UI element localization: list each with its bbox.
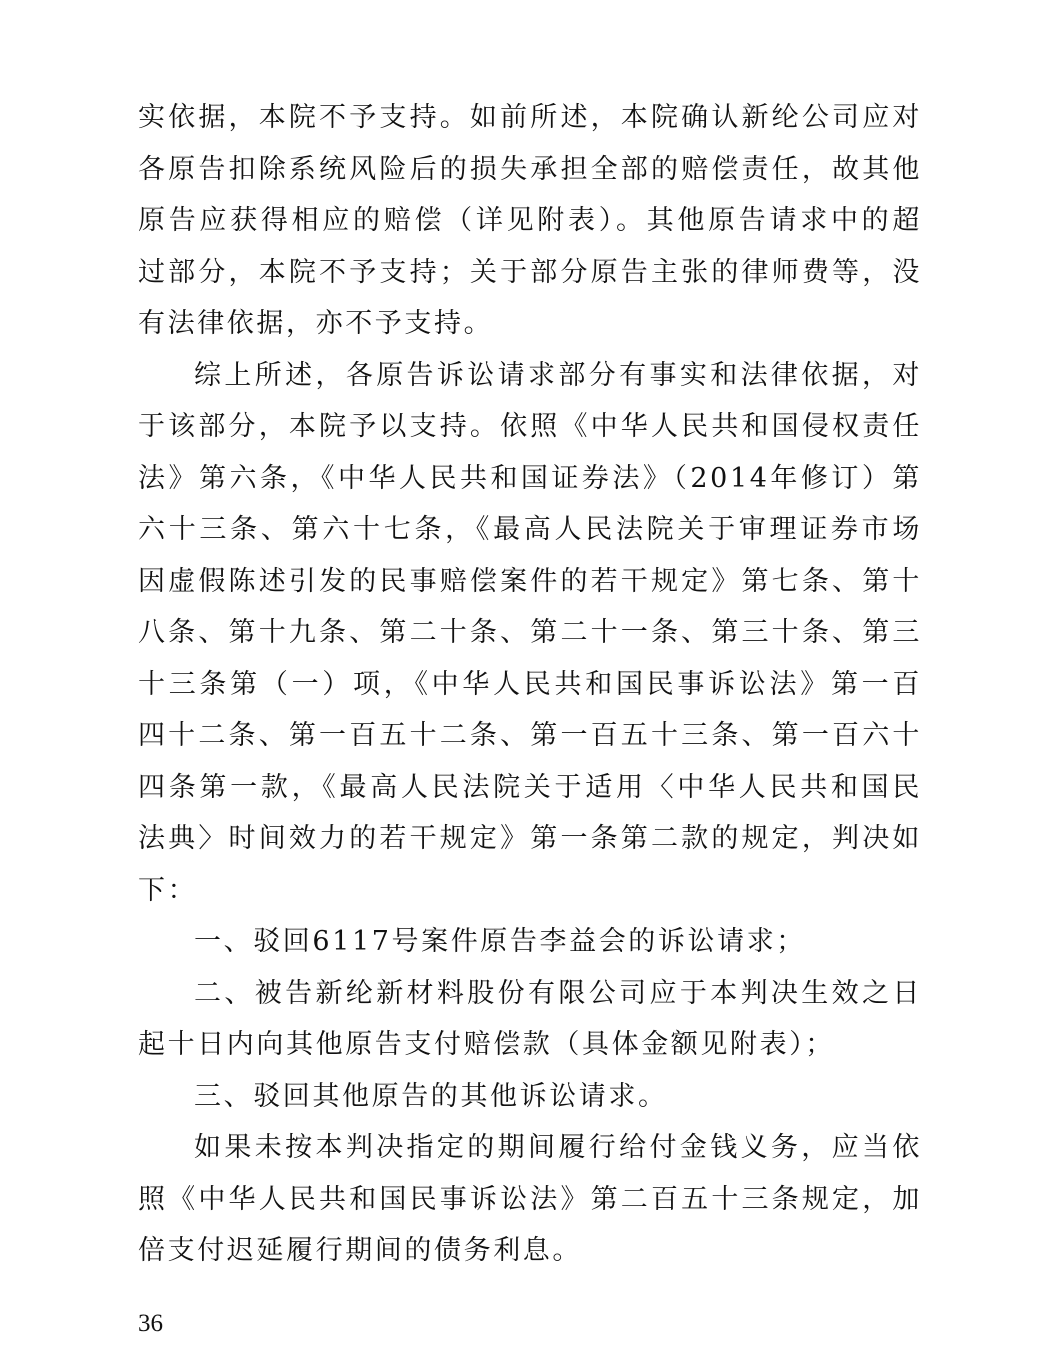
paragraph-ruling-item-2: 二、被告新纶新材料股份有限公司应于本判决生效之日起十日内向其他原告支付赔偿款（具体金额见附表）； [138,977,922,1060]
paragraph-legal-basis: 综上所述，各原告诉讼请求部分有事实和法律依据，对于该部分，本院予以支持。依照《中华人民共和国侵权责任法》第六条，《中华人民共和国证券法》（2014年修订）第六十三条、第六十七条，《最高人民法院关于审理证券市场因虚假陈述引发的民事赔偿案件的若干规定》第七条、第十八条、第十九条、第二十条、第二十一条、第三十条、第三十三条第（一）项，《中华人民共和国民事诉讼法》第一百四十二条、第一百五十二条、第一百五十三条、第一百六十四条第一款，《最高人民法院关于适用〈中华人民共和国民法典〉时间效力的若干规定》第一条第二款的规定，判决如下： [138,359,922,906]
judgment-body-text [138,92,922,1277]
paragraph-ruling-item-1: 一、驳回6117号案件原告李益会的诉讼请求； [194,926,806,957]
paragraph-late-payment-notice: 如果未按本判决指定的期间履行给付金钱义务，应当依照《中华人民共和国民事诉讼法》第二百五十三条规定，加倍支付迟延履行期间的债务利息。 [138,1132,922,1266]
paragraph-reasoning-continuation: 实依据，本院不予支持。如前所述，本院确认新纶公司应对各原告扣除系统风险后的损失承担全部的赔偿责任，故其他原告应获得相应的赔偿（详见附表）。其他原告请求中的超过部分，本院不予支持；关于部分原告主张的律师费等，没有法律依据，亦不予支持。 [138,102,922,339]
paragraph-ruling-item-3: 三、驳回其他原告的其他诉讼请求。 [194,1080,668,1112]
page-number: 36 [138,1310,163,1337]
